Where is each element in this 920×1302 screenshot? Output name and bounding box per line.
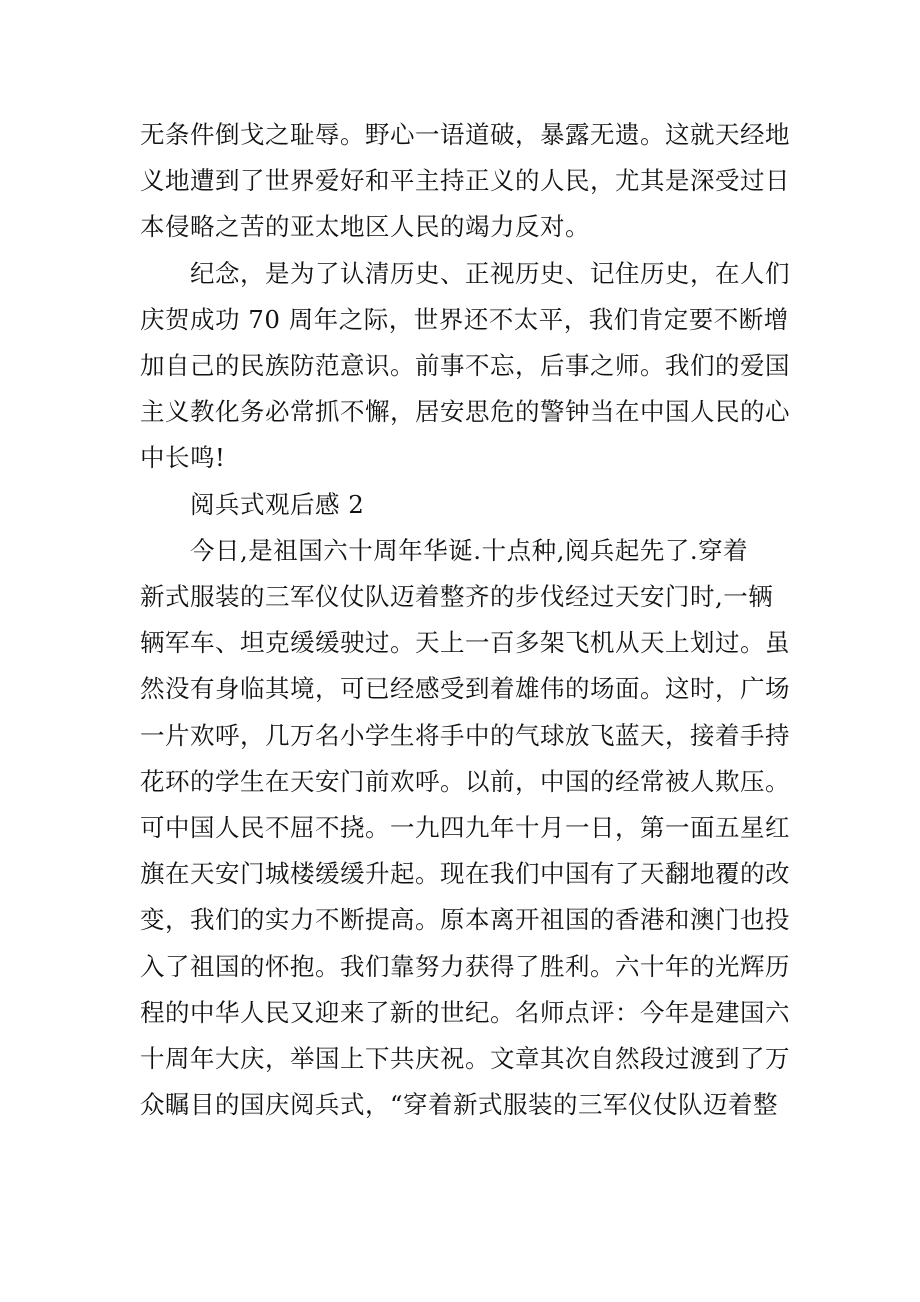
text-line: 庆贺成功 70 周年之际，世界还不太平，我们肯定要不断增 [140, 304, 789, 334]
paragraph-1 [140, 112, 800, 251]
text-line: 纪念，是为了认清历史、正视历史、记住历史，在人们 [190, 258, 790, 288]
section-heading [140, 482, 800, 528]
text-line: 变，我们的实力不断提高。原本离开祖国的香港和澳门也投 [140, 905, 790, 935]
text-line: 众瞩目的国庆阅兵式，“穿着新式服装的三军仪仗队迈着整 [140, 1090, 779, 1120]
heading-text: 阅兵式观后感 2 [190, 489, 365, 519]
text-line: 旗在天安门城楼缓缓升起。现在我们中国有了天翻地覆的改 [140, 859, 790, 889]
text-line: 中长鸣! [140, 443, 226, 473]
text-line: 主义教化务必常抓不懈，居安思危的警钟当在中国人民的心 [140, 397, 790, 427]
document-page [140, 112, 800, 1128]
text-line: 辆军车、坦克缓缓驶过。天上一百多架飞机从天上划过。虽 [140, 628, 790, 658]
text-line: 入了祖国的怀抱。我们靠努力获得了胜利。六十年的光辉历 [140, 951, 790, 981]
text-line: 无条件倒戈之耻辱。野心一语道破，暴露无遗。这就天经地 [140, 120, 790, 149]
text-line: 一片欢呼，几万名小学生将手中的气球放飞蓝天，接着手持 [140, 720, 790, 750]
text-line: 新式服装的三军仪仗队迈着整齐的步伐经过天安门时,一辆 [140, 582, 774, 612]
text-line: 程的中华人民又迎来了新的世纪。名师点评：今年是建国六 [140, 997, 790, 1027]
text-line: 十周年大庆，举国上下共庆祝。文章其次自然段过渡到了万 [140, 1044, 790, 1074]
paragraph-3 [140, 528, 800, 1129]
text-line: 加自己的民族防范意识。前事不忘，后事之师。我们的爱国 [140, 351, 790, 381]
text-line: 今日,是祖国六十周年华诞.十点种,阅兵起先了.穿着 [190, 535, 749, 565]
text-line: 花环的学生在天安门前欢呼。以前，中国的经常被人欺压。 [140, 766, 790, 796]
text-line: 然没有身临其境，可已经感受到着雄伟的场面。这时，广场 [140, 674, 790, 704]
text-line: 本侵略之苦的亚太地区人民的竭力反对。 [140, 212, 590, 242]
paragraph-2 [140, 251, 800, 482]
text-line: 可中国人民不屈不挠。一九四九年十月一日，第一面五星红 [140, 813, 790, 843]
text-line: 义地遭到了世界爱好和平主持正义的人民，尤其是深受过日 [140, 166, 790, 196]
